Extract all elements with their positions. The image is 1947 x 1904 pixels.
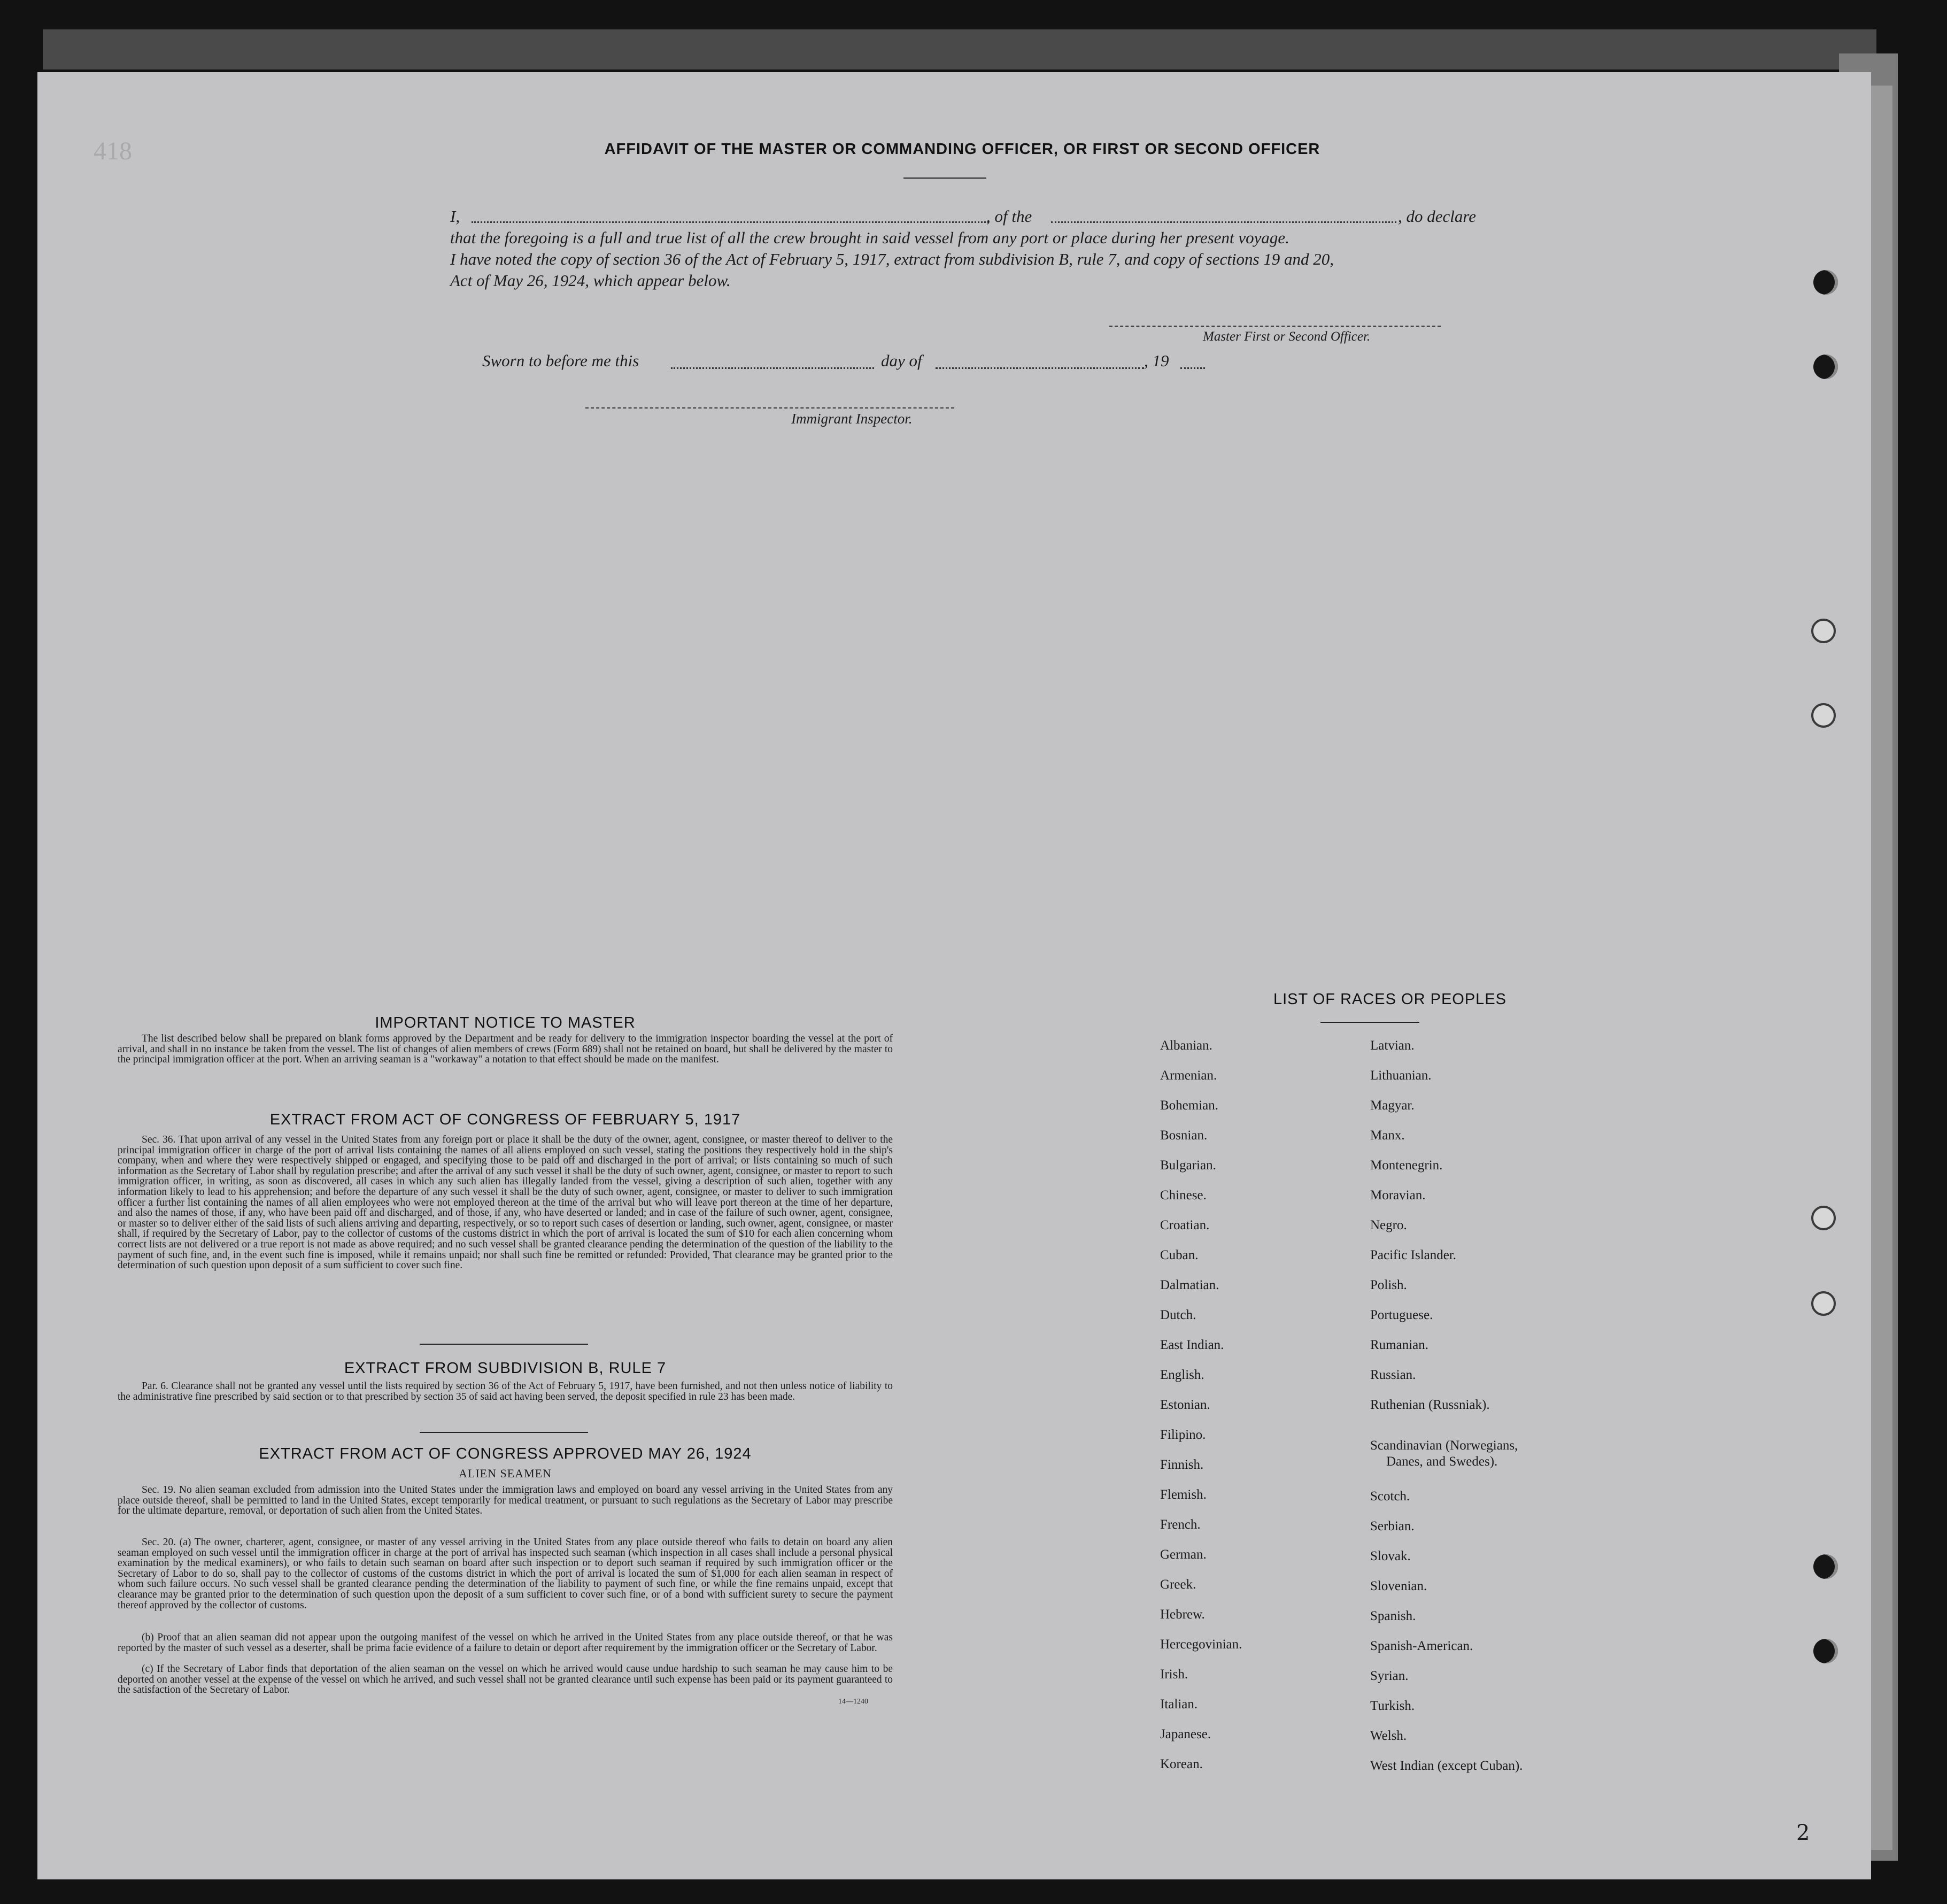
binder-hole — [1811, 703, 1836, 728]
race-item: Scotch. — [1370, 1489, 1410, 1504]
rule7-text: Par. 6. Clearance shall not be granted any vessel until the lists required by section 36 of the Act of February 5, 1917, have been furnished, and not then unless notice of liability to the administrative fine prescribed by said section or to that prescribed by section 35 of said act having been served, the deposit specified in rule 23 has been made. — [118, 1381, 893, 1402]
race-item: Scandinavian (Norwegians, — [1370, 1438, 1518, 1453]
extract-1924-sec20b: (b) Proof that an alien seaman did not appear upon the outgoing manifest of the vessel on which he arrived in the United States from any place outside thereof, or that he was reported by the master of such vessel as a deserter, shall be prima facie evidence of a failure to detain or deport after requirement by the immigration officer or the Secretary of Labor. — [118, 1632, 893, 1654]
race-item: Greek. — [1160, 1577, 1196, 1592]
race-item: Bohemian. — [1160, 1098, 1219, 1113]
corner-handwritten-mark: 2 — [1796, 1821, 1810, 1845]
extract-1924-subtitle: ALIEN SEAMEN — [459, 1467, 552, 1480]
extract-1917-text: Sec. 36. That upon arrival of any vessel in the United States from any foreign port or place it shall be the duty of the owner, agent, consignee, or master thereof to deliver to the principal immigration officer in charge of the port of arrival lists containing the names of all aliens employed on such vessel, stating the positions they respectively hold in the ship's company, when and where they were respectively shipped or engaged, and specifying those to be paid off and discharged in the port of arrival; or lists containing so much of such information as the Secretary of Labor shall by regulation prescribe; and after the arrival of any such vessel it shall be the duty of such owner, agent, consignee, or master to report to such immigration officer, in writing, as soon as discovered, all cases in which any such alien has illegally landed from the vessel, giving a description of such alien, together with any information likely to lead to his apprehension; and before the departure of any such vessel it shall be the duty of such owner, agent, consignee, or master to deliver to such immigration officer a further list containing the names of all alien employees who were not employed thereon at the time of the arrival but who will leave port thereon at the time of her departure, and also the names of those, if any, who have been paid off and discharged, and of those, if any, who have deserted or landed; and in case of the failure of such owner, agent, consignee, or master so to deliver either of the said lists of such aliens arriving and departing, respectively, or so to report such cases of desertion or landing, such owner, agent, consignee, or master shall, if required by the Secretary of Labor, pay to the collector of customs of the customs district in which the port of arrival is located the sum of $10 for each alien concerning whom correct lists are not delivered or a true report is not made as above required; and no such vessel shall be granted clearance pending the determination of the question of the liability to the payment of such fine, and, in the event such fine is imposed, while it remains unpaid; nor shall such fine be remitted or refunded: Provided, That clearance may be granted prior to the determination of such question upon deposit of a sum sufficient to cover such fine. — [118, 1134, 893, 1271]
race-item: Slovak. — [1370, 1549, 1411, 1563]
binder-hole — [1813, 354, 1838, 379]
race-item: Finnish. — [1160, 1458, 1204, 1472]
race-item: Italian. — [1160, 1697, 1198, 1712]
race-item: Bosnian. — [1160, 1128, 1208, 1143]
race-item: Serbian. — [1370, 1519, 1415, 1533]
race-item: Flemish. — [1160, 1487, 1207, 1502]
sworn-day-blank — [671, 367, 874, 369]
master-signature-line — [1109, 326, 1441, 327]
race-item: East Indian. — [1160, 1338, 1224, 1352]
affidavit-vessel-blank — [1051, 221, 1396, 223]
race-item: Lithuanian. — [1370, 1068, 1432, 1083]
race-item: Latvian. — [1370, 1038, 1415, 1053]
race-item: Albanian. — [1160, 1038, 1212, 1053]
master-signature-label: Master First or Second Officer. — [1203, 329, 1371, 344]
race-item: German. — [1160, 1547, 1207, 1562]
notice-text: The list described below shall be prepared on blank forms approved by the Department and be ready for delivery to the immigration inspector boarding the vessel at the port of arrival, and shall in no instance be taken from the vessel. The list of changes of alien members of crews (Form 689) shall not be retained on board, but shall be delivered by the master to the principal immigration officer at the port. When an arriving seaman is a "workaway" a notation to that effect should be made on the manifest. — [118, 1033, 893, 1066]
race-item: Pacific Islander. — [1370, 1248, 1457, 1262]
extract-1917-title: EXTRACT FROM ACT OF CONGRESS OF FEBRUARY 5, 1917 — [269, 1111, 741, 1128]
race-item: Dutch. — [1160, 1308, 1196, 1322]
rule7-divider — [420, 1432, 588, 1433]
bleed-through-page-number: 418 — [94, 137, 132, 165]
notice-title: IMPORTANT NOTICE TO MASTER — [375, 1014, 636, 1031]
extract-1917-divider — [420, 1344, 588, 1345]
race-item: Rumanian. — [1370, 1338, 1429, 1352]
page-edge-shadow-inner — [1871, 86, 1892, 1850]
races-title-rule — [1320, 1022, 1419, 1023]
race-item: Filipino. — [1160, 1428, 1206, 1442]
binder-hole — [1811, 1291, 1836, 1316]
race-item: Spanish. — [1370, 1609, 1416, 1623]
sworn-month-blank — [936, 367, 1144, 369]
rule7-title: EXTRACT FROM SUBDIVISION B, RULE 7 — [344, 1360, 667, 1377]
race-item: Danes, and Swedes). — [1386, 1454, 1498, 1469]
race-item: Armenian. — [1160, 1068, 1217, 1083]
race-item: Polish. — [1370, 1278, 1407, 1292]
race-item: French. — [1160, 1517, 1201, 1532]
race-item: Spanish-American. — [1370, 1639, 1473, 1653]
affidavit-title: AFFIDAVIT OF THE MASTER OR COMMANDING OFFICER, OR FIRST OR SECOND OFFICER — [604, 141, 1320, 158]
race-item: Bulgarian. — [1160, 1158, 1216, 1173]
affidavit-do-declare-label: , do declare — [1398, 207, 1477, 226]
race-item: Montenegrin. — [1370, 1158, 1443, 1173]
race-item: Japanese. — [1160, 1727, 1211, 1741]
race-item: English. — [1160, 1368, 1204, 1382]
binder-hole — [1813, 270, 1838, 295]
race-item: Irish. — [1160, 1667, 1188, 1682]
year-label: , 19 — [1144, 351, 1169, 370]
race-item: Russian. — [1370, 1368, 1416, 1382]
binder-hole — [1811, 1206, 1836, 1230]
extract-1924-title: EXTRACT FROM ACT OF CONGRESS APPROVED MAY 26, 1924 — [259, 1445, 752, 1462]
race-item: Syrian. — [1370, 1669, 1409, 1683]
sworn-year-blank — [1180, 367, 1205, 369]
race-item: Turkish. — [1370, 1699, 1415, 1713]
race-item: Welsh. — [1370, 1729, 1407, 1743]
day-of-label: day of — [881, 351, 922, 370]
form-number: 14—1240 — [838, 1698, 868, 1706]
affidavit-line-2: that the foregoing is a full and true list of all the crew brought in said vessel from any port or place during her present voyage. — [450, 228, 1289, 247]
extract-1924-sec20c: (c) If the Secretary of Labor finds that deportation of the alien seaman on the vessel on which he arrived would cause undue hardship to such seaman he may cause him to be deported on another vessel at the expense of the vessel on which he arrived, and such vessel shall not be granted clearance until such expense has been paid or its payment guaranteed to the satisfaction of the Secretary of Labor. — [118, 1663, 893, 1696]
race-item: Dalmatian. — [1160, 1278, 1219, 1292]
race-item: Moravian. — [1370, 1188, 1426, 1202]
race-item: Hercegovinian. — [1160, 1637, 1242, 1652]
binder-hole — [1813, 1639, 1838, 1663]
affidavit-name-blank — [472, 221, 989, 223]
extract-1924-sec20a: Sec. 20. (a) The owner, charterer, agent, consignee, or master of any vessel arriving in the United States from any place outside thereof who fails to detain on board any alien seaman employed on such vessel until the immigration officer in charge at the port of arrival has inspected such seaman (which inspection in all cases shall include a personal physical examination by the medical examiners), or who fails to detain such seaman on board after such inspection or to deport such seaman if required by such immigration officer or the Secretary of Labor to do so, shall pay to the collector of customs of the customs district in which the port of arrival is located the sum of $1,000 for each alien seaman in respect of whom such failure occurs. No such vessel shall be granted clearance pending the determination of the liability to payment of such fine, or while the fine remains unpaid, except that clearance may be granted prior to the determination of such question upon the deposit of a sum sufficient to cover such fine, or of a bond with sufficient surety to secure the payment thereof approved by the collector of customs. — [118, 1537, 893, 1611]
race-item: Ruthenian (Russniak). — [1370, 1398, 1490, 1412]
race-item: Negro. — [1370, 1218, 1407, 1232]
race-item: Manx. — [1370, 1128, 1405, 1143]
affidavit-i-label: I, — [450, 207, 460, 226]
inspector-label: Immigrant Inspector. — [791, 411, 913, 427]
race-item: Magyar. — [1370, 1098, 1415, 1113]
races-title: LIST OF RACES OR PEOPLES — [1273, 991, 1507, 1008]
binder-hole — [1813, 1554, 1838, 1579]
affidavit-title-rule — [903, 178, 986, 179]
race-item: Portuguese. — [1370, 1308, 1433, 1322]
affidavit-line-4: Act of May 26, 1924, which appear below. — [450, 271, 731, 290]
race-item: Korean. — [1160, 1757, 1203, 1771]
extract-1924-sec19: Sec. 19. No alien seaman excluded from admission into the United States under the immigration laws and employed on board any vessel arriving in the United States from any place outside thereof, shall be permitted to land in the United States, except temporarily for medical treatment, or pursuant to such regulations as the Secretary of Labor may prescribe for the ultimate departure, removal, or deportation of such alien from the United States. — [118, 1484, 893, 1517]
affidavit-line-3: I have noted the copy of section 36 of the Act of February 5, 1917, extract from subdivision B, rule 7, and copy of sections 19 and 20, — [450, 250, 1334, 268]
race-item: Hebrew. — [1160, 1607, 1205, 1622]
race-item: Chinese. — [1160, 1188, 1207, 1202]
race-item: Croatian. — [1160, 1218, 1210, 1232]
sworn-label: Sworn to before me this — [482, 351, 639, 370]
race-item: Cuban. — [1160, 1248, 1199, 1262]
affidavit-of-the-label: , of the — [986, 207, 1032, 226]
binder-hole — [1811, 619, 1836, 643]
race-item: West Indian (except Cuban). — [1370, 1759, 1523, 1773]
manifest-page — [37, 72, 1871, 1879]
inspector-signature-line — [585, 407, 954, 408]
race-item: Estonian. — [1160, 1398, 1210, 1412]
scan-background-strip — [43, 29, 1876, 70]
race-item: Slovenian. — [1370, 1579, 1427, 1593]
